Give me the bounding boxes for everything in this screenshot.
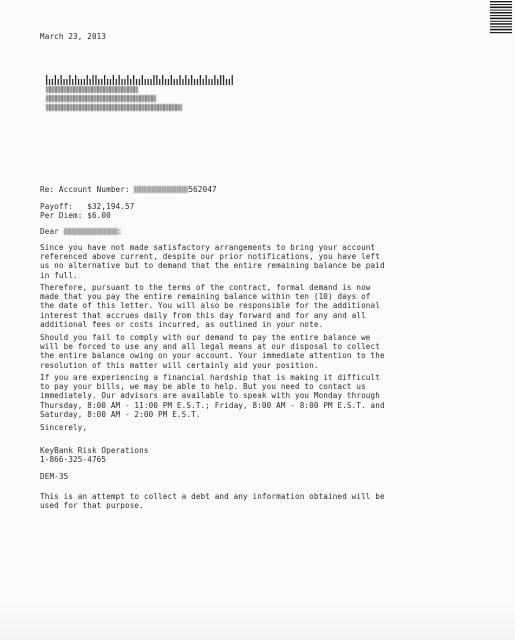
salutation-suffix: :: [117, 227, 123, 236]
paragraph-line: to pay your bills, we may be able to help. But you need to contact us: [40, 382, 366, 392]
paragraph-line: the entire balance owing on your account. Your immediate attention to the: [40, 351, 385, 361]
paragraph-line: interest that accrues daily from this day forward and for any and all: [40, 310, 366, 320]
corner-barcode-icon: [490, 0, 512, 36]
paragraph-line: made that you pay the entire remaining balance within ten (10) days of: [40, 292, 371, 302]
paragraph-4: [40, 373, 385, 419]
paragraph-line: Thursday, 8:00 AM - 11:00 PM E.S.T.; Friday, 8:00 AM - 8:00 PM E.S.T. and: [40, 400, 385, 410]
closing: Sincerely,: [40, 423, 88, 432]
paper-shading: [0, 600, 515, 640]
sender-phone: 1-866-325-4765: [40, 455, 107, 464]
paragraph-line: Since you have not made satisfactory arrangements to bring your account: [40, 243, 376, 252]
paragraph-line: Should you fail to comply with our demand to pay the entire balance we: [40, 333, 371, 342]
paragraph-line: will be forced to use any and all legal means at our disposal to collect: [40, 342, 380, 352]
redacted-recipient-name: [64, 228, 118, 235]
paragraph-2: [40, 283, 380, 329]
paragraph-3: [40, 333, 385, 370]
paragraph-1: [40, 243, 385, 280]
disclaimer-line: used for that purpose.: [40, 501, 144, 511]
salutation: [40, 227, 122, 236]
per-diem-line: Per Diem: $6.00: [40, 211, 111, 220]
paragraph-line: immediately. Our advisors are available to speak with you Monday through: [40, 391, 380, 401]
redacted-recipient-address: [46, 86, 186, 116]
paragraph-line: us no alternative but to demand that the entire remaining balance be paid: [40, 261, 385, 271]
disclaimer: [40, 492, 385, 510]
paragraph-line: resolution of this matter will certainly aid your position.: [40, 360, 319, 370]
sender-name: KeyBank Risk Operations: [40, 446, 149, 455]
paragraph-line: Saturday, 8:00 AM - 2:00 PM E.S.T.: [40, 409, 201, 419]
paragraph-line: If you are experiencing a financial hardship that is making it difficult: [40, 373, 380, 382]
paragraph-line: Therefore, pursuant to the terms of the contract, formal demand is now: [40, 283, 371, 292]
account-label: Re: Account Number:: [40, 185, 130, 194]
paragraph-line: the date of this letter. You will also be responsible for the additional: [40, 301, 380, 311]
redacted-account-prefix: [134, 186, 188, 193]
paragraph-line: in full.: [40, 270, 78, 280]
account-line: [40, 185, 217, 194]
letter-date: March 23, 2013: [40, 32, 107, 41]
payoff-line: Payoff: $32,194.57: [40, 202, 135, 211]
paragraph-line: referenced above current, despite our prior notifications, you have left: [40, 252, 380, 262]
salutation-prefix: Dear: [40, 227, 59, 236]
account-suffix: 562047: [188, 185, 217, 194]
disclaimer-line: This is an attempt to collect a debt and any information obtained will be: [40, 492, 385, 501]
paragraph-line: additional fees or costs incurred, as outlined in your note.: [40, 319, 324, 329]
postal-barcode-icon: [46, 75, 236, 85]
reference-code: DEM-35: [40, 472, 69, 481]
